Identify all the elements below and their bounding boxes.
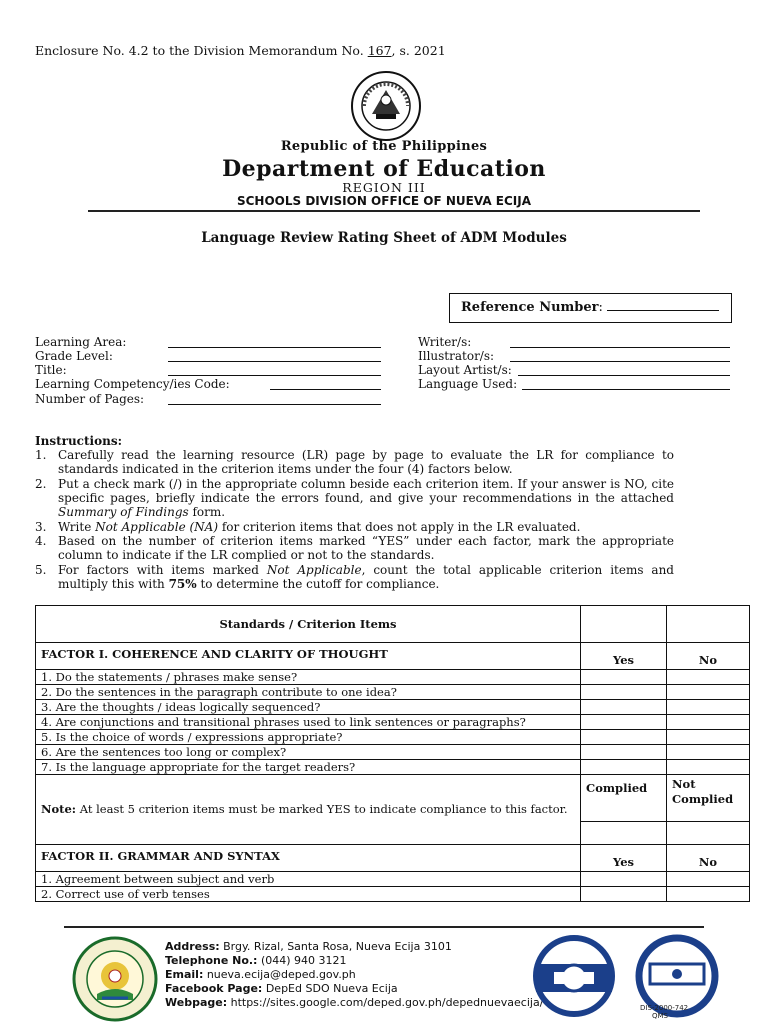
title-line[interactable] (168, 375, 381, 376)
yes-cell[interactable] (581, 685, 667, 700)
title-label: Title: (35, 363, 67, 377)
factor2-title: FACTOR II. GRAMMAR AND SYNTAX (36, 845, 581, 872)
yes-cell[interactable] (581, 700, 667, 715)
instructions-heading: Instructions: (35, 434, 123, 448)
reference-number-box[interactable]: Reference Number: (449, 293, 732, 323)
factor2-no-header: No (667, 845, 750, 872)
factor1-title: FACTOR I. COHERENCE AND CLARITY OF THOUGHT (36, 643, 581, 670)
criterion-item: 7. Is the language appropriate for the target readers? (36, 760, 581, 775)
footer-address: Address: Brgy. Rizal, Santa Rosa, Nueva Ecija 3101 (165, 940, 452, 953)
instruction-number: 1. (35, 448, 47, 462)
no-cell[interactable] (667, 715, 750, 730)
learning-area-line[interactable] (168, 347, 381, 348)
complied-label: Complied (581, 775, 667, 822)
competency-code-line[interactable] (270, 389, 381, 390)
competency-code-label: Learning Competency/ies Code: (35, 377, 230, 391)
no-cell[interactable] (667, 685, 750, 700)
department-heading: Department of Education (222, 156, 546, 182)
footer-webpage[interactable]: Webpage: https://sites.google.com/deped.gov.ph/depednuevaecija/ (165, 996, 544, 1009)
instruction-number: 3. (35, 520, 47, 534)
writers-line[interactable] (510, 347, 730, 348)
instruction-number: 2. (35, 477, 47, 491)
no-cell[interactable] (667, 887, 750, 902)
yes-cell[interactable] (581, 730, 667, 745)
grade-level-label: Grade Level: (35, 349, 113, 363)
language-used-label: Language Used: (418, 377, 518, 391)
factor1-yes-header: Yes (581, 643, 667, 670)
document-title: Language Review Rating Sheet of ADM Modules (201, 230, 567, 246)
yes-cell[interactable] (581, 670, 667, 685)
dqs-certification-icon (524, 934, 624, 1018)
no-cell[interactable] (667, 760, 750, 775)
factor2-yes-header: Yes (581, 845, 667, 872)
factor1-no-header: No (667, 643, 750, 670)
criterion-item: 4. Are conjunctions and transitional phrases used to link sentences or paragraphs? (36, 715, 581, 730)
header-divider (88, 210, 700, 212)
footer-email[interactable]: Email: nueva.ecija@deped.gov.ph (165, 968, 356, 981)
criterion-item: 2. Correct use of verb tenses (36, 887, 581, 902)
not-complied-label: Not Complied (667, 775, 750, 822)
enclosure-line: Enclosure No. 4.2 to the Division Memorandum No. 167, s. 2021 (35, 43, 446, 58)
grade-level-line[interactable] (168, 361, 381, 362)
region-heading: REGION III (342, 180, 426, 195)
number-of-pages-line[interactable] (168, 404, 381, 405)
reference-number-line[interactable] (607, 299, 719, 311)
instruction-number: 5. (35, 563, 47, 577)
republic-heading: Republic of the Philippines (280, 139, 488, 154)
language-used-line[interactable] (522, 389, 730, 390)
header-cell (581, 606, 667, 643)
footer-phone: Telephone No.: (044) 940 3121 (165, 954, 347, 967)
instruction-number: 4. (35, 534, 47, 548)
reference-label: Reference Number (461, 300, 599, 315)
instruction-item: Based on the number of criterion items marked “YES” under each factor, mark the appropriate column to indicate if the LR complied or not to the standards. (58, 534, 674, 563)
yes-cell[interactable] (581, 872, 667, 887)
no-cell[interactable] (667, 745, 750, 760)
criterion-item: 1. Do the statements / phrases make sense? (36, 670, 581, 685)
deped-seal-icon (350, 70, 422, 142)
footer-divider (64, 926, 704, 928)
yes-cell[interactable] (581, 715, 667, 730)
memo-number: 167 (367, 43, 392, 58)
number-of-pages-label: Number of Pages: (35, 392, 145, 406)
yes-cell[interactable] (581, 745, 667, 760)
illustrators-line[interactable] (510, 361, 730, 362)
no-cell[interactable] (667, 700, 750, 715)
table-header: Standards / Criterion Items (36, 606, 581, 643)
no-cell[interactable] (667, 872, 750, 887)
layout-artists-line[interactable] (518, 375, 730, 376)
footer-facebook[interactable]: Facebook Page: DepEd SDO Nueva Ecija (165, 982, 398, 995)
instruction-item: Carefully read the learning resource (LR) page by page to evaluate the LR for compliance to standards indicated in the criterion items under the four (4) factors below. (58, 448, 674, 477)
instruction-item: For factors with items marked Not Applicable, count the total applicable criterion items and multiply this with 75% to determine the cutoff for compliance. (58, 563, 674, 592)
learning-area-label: Learning Area: (35, 335, 127, 349)
complied-cell[interactable] (581, 822, 667, 845)
no-cell[interactable] (667, 670, 750, 685)
factor1-note: Note: At least 5 criterion items must be marked YES to indicate compliance to this factor. (36, 775, 581, 845)
criterion-item: 5. Is the choice of words / expressions appropriate? (36, 730, 581, 745)
writers-label: Writer/s: (418, 335, 472, 349)
sdo-seal-icon (72, 936, 158, 1022)
header-cell (667, 606, 750, 643)
instruction-item: Write Not Applicable (NA) for criterion items that does not apply in the LR evaluated. (58, 520, 581, 534)
not-complied-cell[interactable] (667, 822, 750, 845)
certification-code: DIS-2000-742 QMS (640, 1004, 689, 1020)
criterion-item: 2. Do the sentences in the paragraph contribute to one idea? (36, 685, 581, 700)
yes-cell[interactable] (581, 887, 667, 902)
criterion-item: 3. Are the thoughts / ideas logically sequenced? (36, 700, 581, 715)
layout-artists-label: Layout Artist/s: (418, 363, 512, 377)
criterion-item: 6. Are the sentences too long or complex? (36, 745, 581, 760)
illustrators-label: Illustrator/s: (418, 349, 495, 363)
criterion-item: 1. Agreement between subject and verb (36, 872, 581, 887)
no-cell[interactable] (667, 730, 750, 745)
instruction-item: Put a check mark (/) in the appropriate column beside each criterion item. If your answer is NO, cite specific pages, briefly indicate the errors found, and give your recommendations in the attached Summary of Findings form. (58, 477, 674, 520)
division-heading: SCHOOLS DIVISION OFFICE OF NUEVA ECIJA (236, 194, 532, 208)
criterion-table (35, 605, 750, 902)
yes-cell[interactable] (581, 760, 667, 775)
